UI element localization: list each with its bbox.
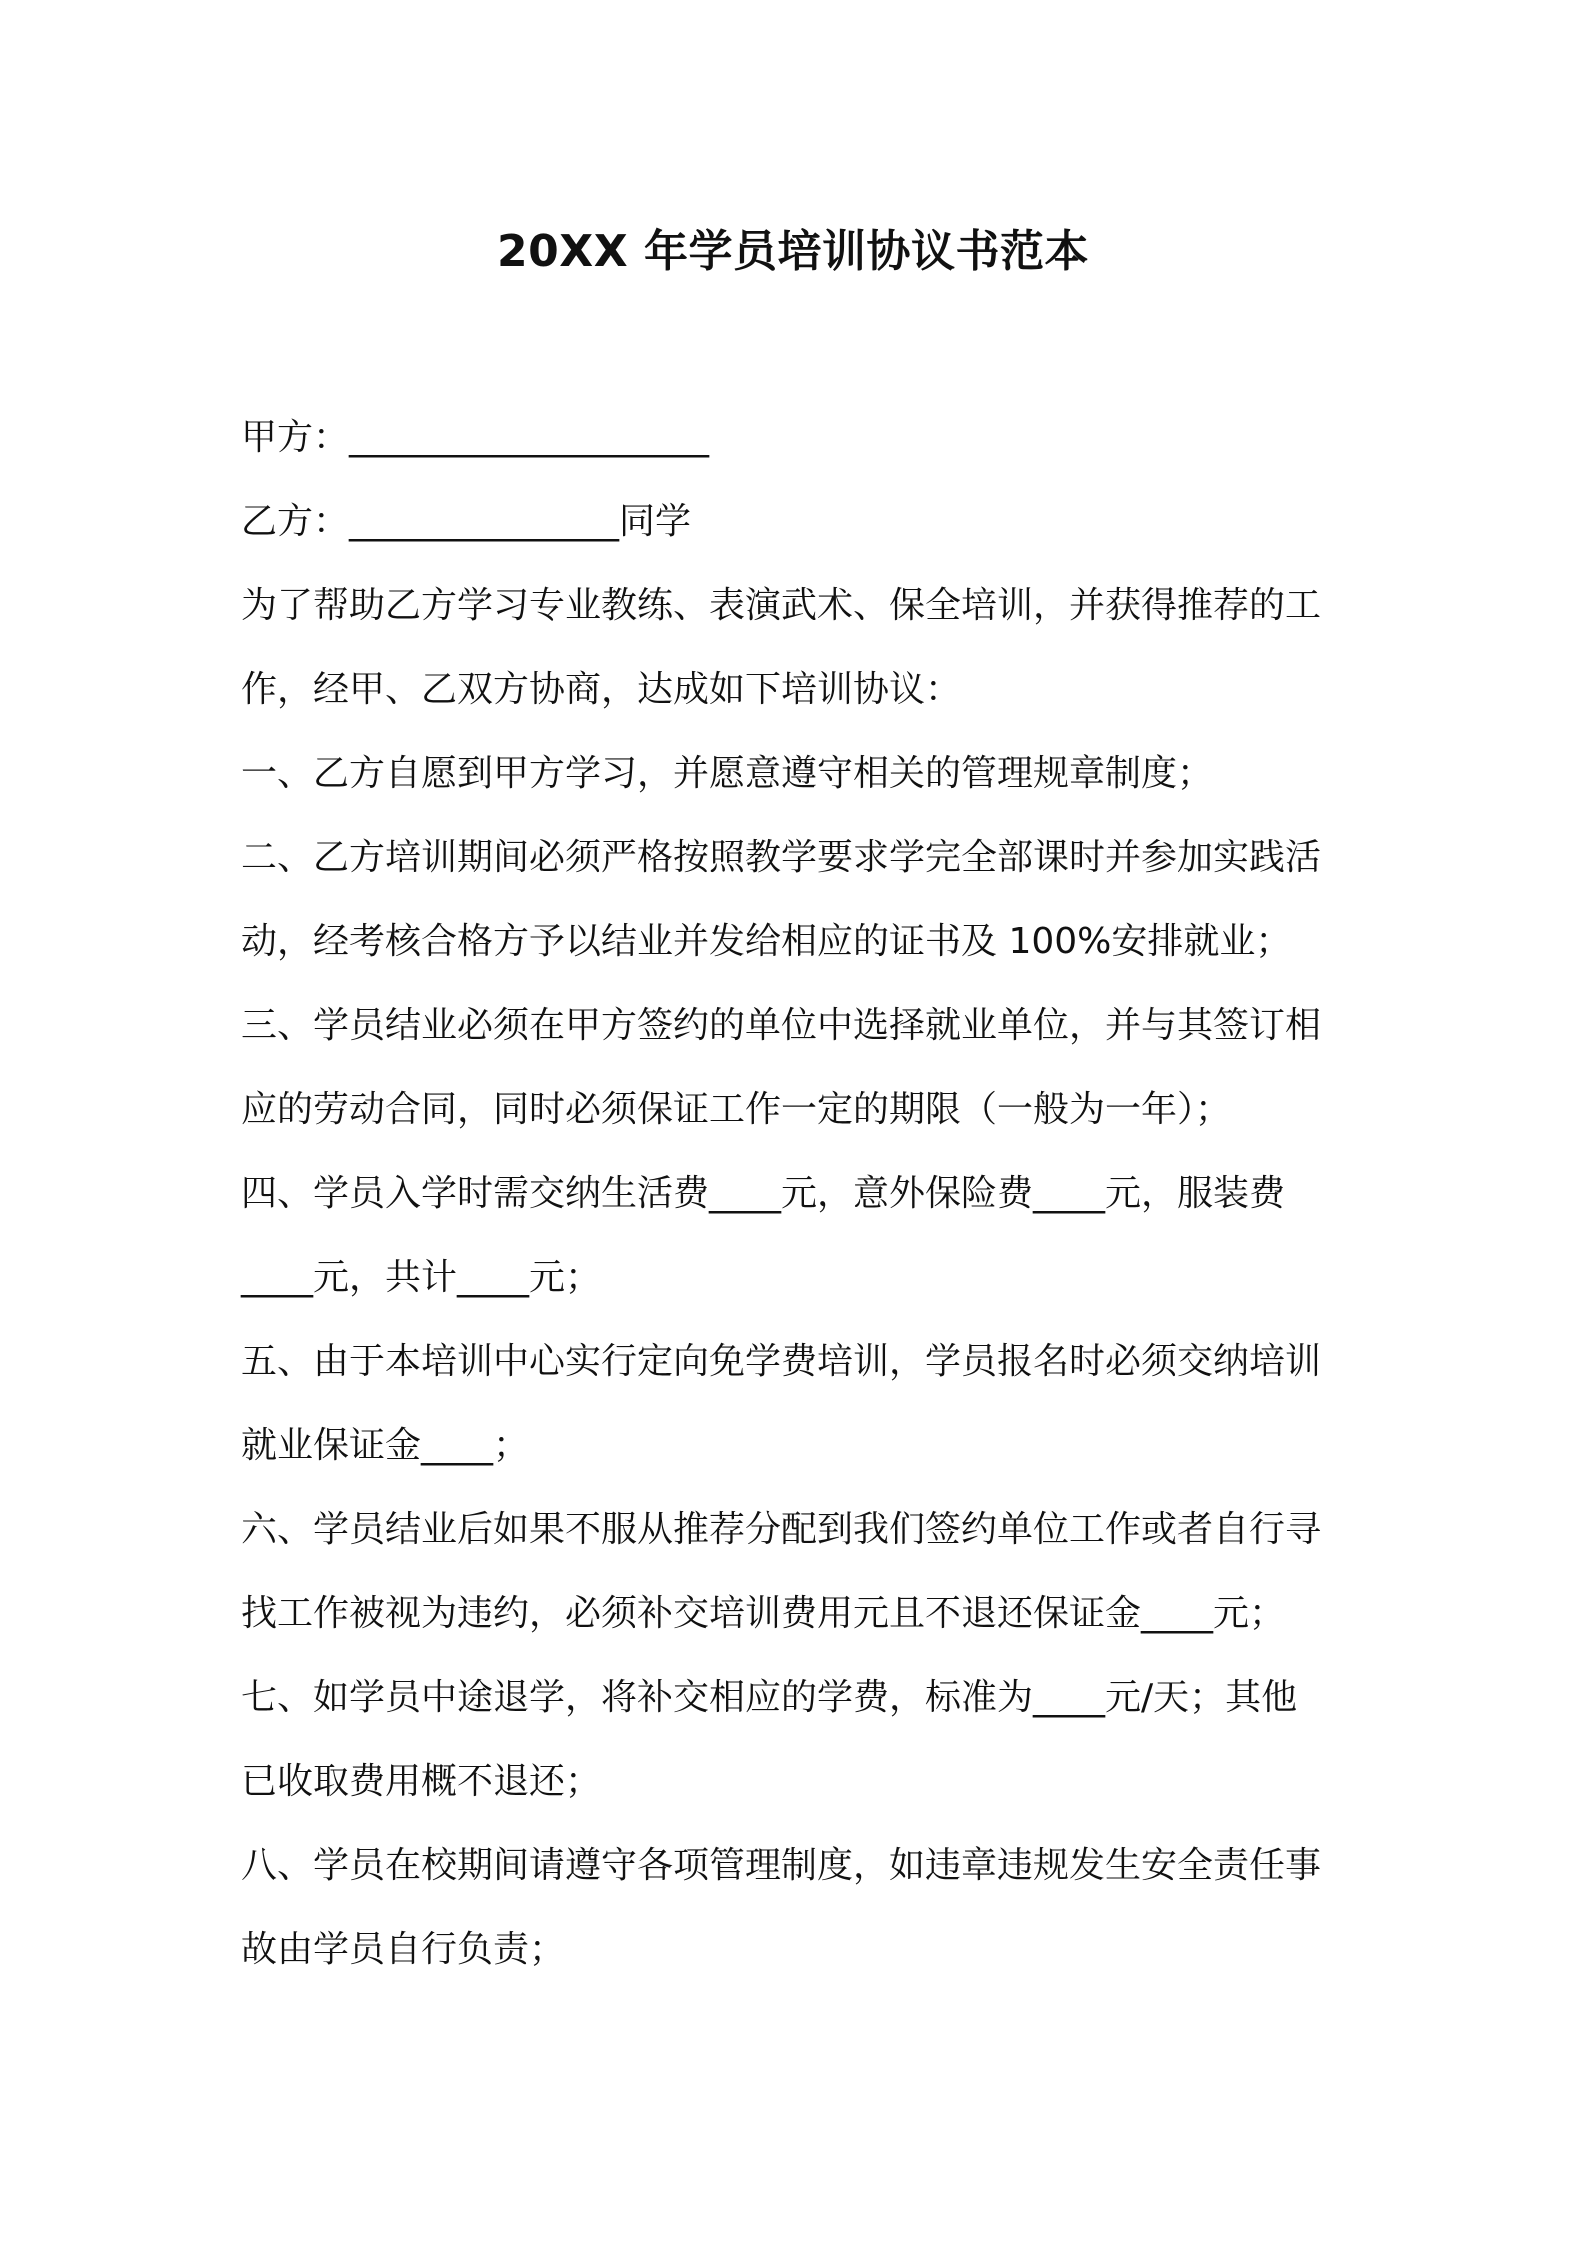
clause-line: 已收取费用概不退还； xyxy=(241,1761,602,1802)
clause-line: 五、由于本培训中心实行定向免学费培训，学员报名时必须交纳培训 xyxy=(241,1341,1322,1382)
clause-line: 四、学员入学时需交纳生活费____元，意外保险费____元，服装费 xyxy=(241,1173,1286,1214)
clause-line: 二、乙方培训期间必须严格按照教学要求学完全部课时并参加实践活 xyxy=(241,837,1322,878)
clause-line: 三、学员结业必须在甲方签约的单位中选择就业单位，并与其签订相 xyxy=(241,1005,1322,1046)
clause-line: 就业保证金____； xyxy=(241,1425,530,1466)
clause-line: 故由学员自行负责； xyxy=(241,1929,566,1970)
clause-line: 七、如学员中途退学，将补交相应的学费，标准为____元/天；其他 xyxy=(241,1677,1298,1718)
clause-line: 六、学员结业后如果不服从推荐分配到我们签约单位工作或者自行寻 xyxy=(241,1509,1322,1550)
party-b-line: 乙方：_______________同学 xyxy=(241,501,692,542)
document-title: 20XX 年学员培训协议书范本 xyxy=(497,226,1089,277)
clause-line: 应的劳动合同，同时必须保证工作一定的期限（一般为一年）； xyxy=(241,1089,1232,1130)
clause-line: 动，经考核合格方予以结业并发给相应的证书及 100%安排就业； xyxy=(241,921,1292,962)
clause-line: ____元，共计____元； xyxy=(241,1257,602,1298)
clause-line: 八、学员在校期间请遵守各项管理制度，如违章违规发生安全责任事 xyxy=(241,1845,1322,1886)
paragraph-line: 为了帮助乙方学习专业教练、表演武术、保全培训，并获得推荐的工 xyxy=(241,585,1322,626)
clause-line: 找工作被视为违约，必须补交培训费用元且不退还保证金____元； xyxy=(241,1593,1286,1634)
paragraph-line: 作，经甲、乙双方协商，达成如下培训协议： xyxy=(241,669,962,710)
clause-line: 一、乙方自愿到甲方学习，并愿意遵守相关的管理规章制度； xyxy=(241,753,1214,794)
party-a-line: 甲方：____________________ xyxy=(241,417,710,458)
